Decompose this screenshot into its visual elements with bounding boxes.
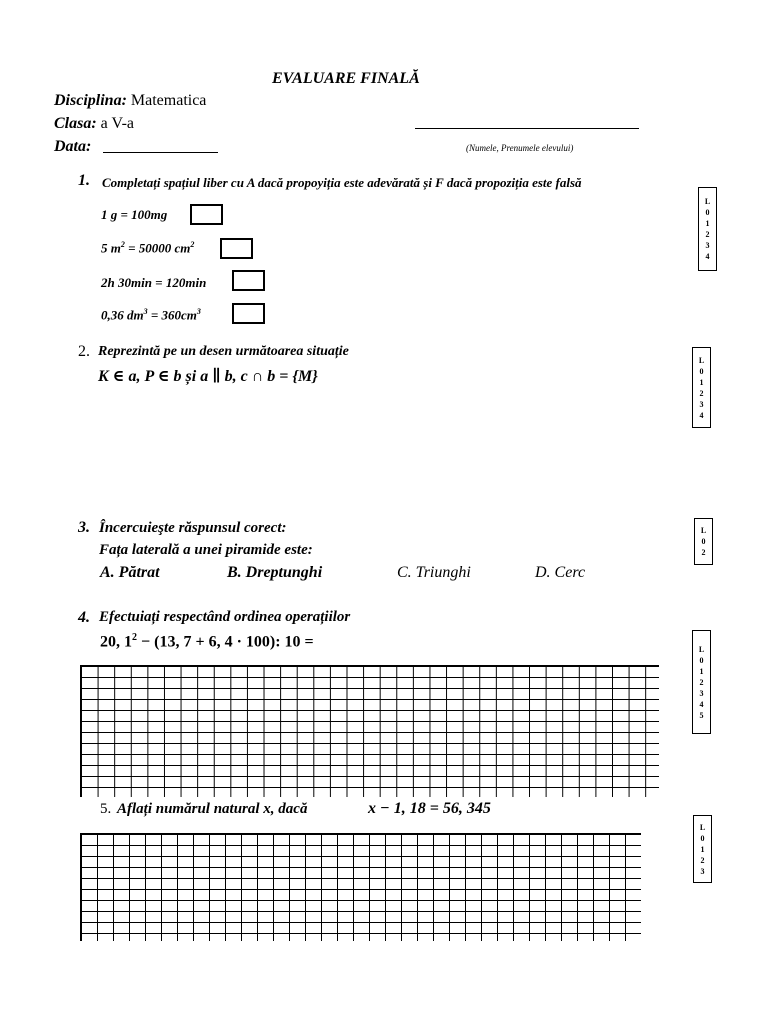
q1-statement-2: 5 $m^2 = 50000$ $cm^2$ [101,240,195,256]
q4-number: 4. [78,609,90,626]
q5-work-grid[interactable] [80,833,641,941]
student-name-field[interactable] [415,128,639,129]
q1-text: Completați spațiul liber cu A dacă propoyiția este adevărată și F dacă propoziția este falsă [102,175,582,190]
q3-number: 3. [78,519,90,536]
discipline-label: Disciplina: [54,92,127,109]
q3-option-a[interactable]: A. Pătrat [100,564,160,581]
discipline-value: Matematica [130,92,207,109]
q4-text: Efectuiați respectând ordinea operațiilor [99,609,351,625]
q4-score-box: L 0 1 2 3 4 5 [692,630,711,734]
q1-statement-3: 2h 30min = 120min [101,275,207,290]
page-title: EVALUARE FINALĂ [272,70,420,87]
q1-answer-box-4[interactable] [232,303,265,324]
q3-option-b[interactable]: B. Dreptunghi [227,564,323,581]
q3-subtext: Fața laterală a unei piramide este: [99,542,313,558]
q4-work-grid[interactable] [80,665,659,797]
q2-text: Reprezintă pe un desen următoarea situație [98,344,349,359]
q5-number: 5. [100,801,112,817]
q4-math: 20, $1^2 - (13$, 7 + 6, 4 · 100): 10 = [100,632,314,651]
q3-option-d[interactable]: D. Cerc [535,564,586,581]
q2-score-box: L 0 1 2 3 4 [692,347,711,428]
q1-score-box: L 0 1 2 3 4 [698,187,717,271]
discipline-row [54,92,206,110]
q1-answer-box-3[interactable] [232,270,265,291]
q1-statement-1: 1 g = 100mg [101,207,168,222]
q2-math: K ∈ a, P ∈ b și a ∥ b, c ∩ b = {M} [98,368,318,385]
q3-score-box: L 0 2 [694,518,713,565]
q1-number: 1. [78,172,90,189]
q5-math: x − 1, 18 = 56, 345 [368,800,491,817]
class-value: a V-a [100,115,134,132]
q1-statement-4: 0,36 $dm^3 = 360cm^3$ [101,307,201,323]
q3-text: Încercuieşte răspunsul corect: [99,520,287,536]
q1-answer-box-2[interactable] [220,238,253,259]
q2-number: 2. [78,343,90,360]
class-row [54,115,134,133]
date-row [54,138,91,156]
q3-option-c[interactable]: C. Triunghi [397,564,471,581]
class-label: Clasa: [54,115,97,132]
q5-score-box: L 0 1 2 3 [693,815,712,883]
date-label: Data: [54,138,92,155]
student-name-note: (Numele, Prenumele elevului) [466,143,574,153]
q5-text: Aflați numărul natural x, dacă [117,801,308,817]
q1-answer-box-1[interactable] [190,204,223,225]
date-field[interactable] [103,152,218,153]
